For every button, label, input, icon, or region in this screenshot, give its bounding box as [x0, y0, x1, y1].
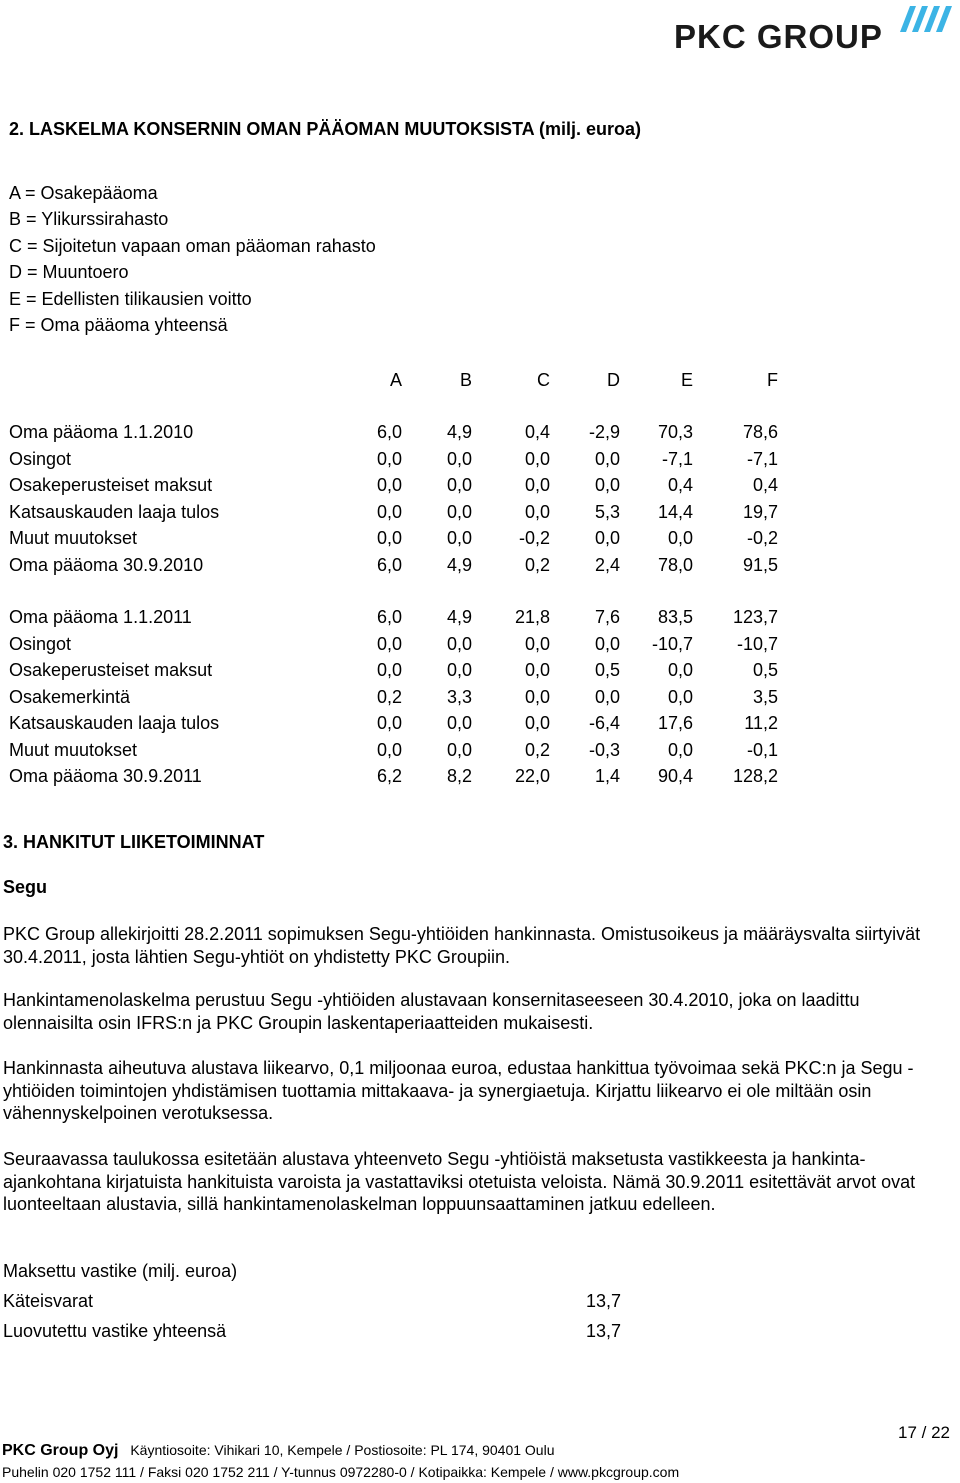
paragraph: PKC Group allekirjoitti 28.2.2011 sopimuksen Segu-yhtiöiden hankinnasta. Omistusoikeus ja määräysvalta siirtyivät 30.4.2011, josta lähtien Segu-yhtiöt on yhdistetty PKC Groupiin.	[3, 924, 921, 967]
section-3-title: 3. HANKITUT LIIKETOIMINNAT	[3, 832, 265, 852]
cell-b: 8,2	[446, 766, 472, 786]
page-number: 17 / 22	[898, 1423, 950, 1442]
table-row	[9, 419, 778, 446]
legend-item: A = Osakepääoma	[9, 183, 158, 203]
paragraph: Hankinnasta aiheutuva alustava liikearvo, 0,1 miljoonaa euroa, edustaa hankittua työvoimaa sekä PKC:n ja Segu -yhtiöiden toimintojen yhdistämisen tuottamia mittakaava- ja synergiaetuja. Kirjattu liikearvo ei ole miltään osin vähennyskelpoinen verotuksessa.	[3, 1058, 914, 1123]
cell-a: 0,0	[376, 475, 402, 495]
cell-a: 0,0	[376, 713, 402, 733]
cell-f: 0,4	[752, 475, 778, 495]
row-label: Muut muutokset	[9, 739, 138, 760]
cell-a: 0,0	[376, 448, 402, 469]
legend-item: E = Edellisten tilikausien voitto	[9, 288, 252, 309]
column-header-row	[9, 367, 778, 394]
row-label: Osingot	[9, 633, 72, 654]
cell-b: 4,9	[446, 422, 472, 442]
section-3-subtitle: Segu	[3, 877, 48, 897]
cell-b: 0,0	[446, 475, 472, 495]
cell-b: 0,0	[446, 713, 472, 733]
cell-f: 19,7	[742, 501, 778, 522]
section-2-title: 2. LASKELMA KONSERNIN OMAN PÄÄOMAN MUUTOKSISTA (milj. euroa)	[9, 119, 642, 139]
cell-a: 0,0	[376, 633, 402, 654]
table-row	[9, 525, 778, 552]
cell-a: 0,0	[376, 528, 402, 548]
cell-a: 0,2	[376, 686, 402, 707]
table-row	[9, 552, 778, 579]
table-row	[9, 737, 778, 764]
table-row	[9, 631, 778, 658]
cell-f: -7,1	[746, 448, 778, 469]
cell-b: 0,0	[446, 739, 472, 760]
consideration-table	[3, 1287, 621, 1346]
equity-table-2011	[9, 604, 778, 790]
cell-b: 0,0	[446, 528, 472, 548]
row-label: Muut muutokset	[9, 528, 138, 548]
column-header: A	[389, 370, 402, 390]
table-row	[3, 1317, 621, 1347]
row-value: 13,7	[585, 1320, 621, 1341]
cell-e: 70,3	[657, 422, 693, 442]
table-row	[9, 472, 778, 499]
cell-d: 0,5	[594, 660, 620, 680]
pkc-slash-mark-icon	[892, 6, 954, 32]
cell-e: 17,6	[657, 713, 693, 733]
cell-d: 0,0	[594, 528, 620, 548]
row-label: Oma pääoma 1.1.2010	[9, 422, 194, 442]
cell-f: 128,2	[732, 766, 778, 786]
footer-company: PKC Group Oyj	[2, 1442, 119, 1459]
cell-d: 0,0	[594, 633, 620, 654]
cell-d: 2,4	[594, 554, 620, 575]
cell-f: 91,5	[742, 554, 778, 575]
table-row	[9, 710, 778, 737]
cell-c: 21,8	[514, 607, 550, 627]
cell-a: 0,0	[376, 501, 402, 522]
cell-f: 0,5	[752, 660, 778, 680]
footer-line-1	[2, 1442, 555, 1460]
cell-f: 78,6	[742, 422, 778, 442]
consideration-heading: Maksettu vastike (milj. euroa)	[3, 1261, 238, 1281]
cell-e: 78,0	[657, 554, 693, 575]
cell-c: -0,2	[518, 528, 550, 548]
column-header: E	[680, 370, 693, 390]
cell-e: 0,0	[667, 660, 693, 680]
cell-f: 3,5	[752, 686, 778, 707]
cell-a: 0,0	[376, 660, 402, 680]
cell-b: 0,0	[446, 660, 472, 680]
row-label: Oma pääoma 1.1.2011	[9, 607, 192, 627]
cell-e: 0,0	[667, 528, 693, 548]
cell-e: 83,5	[657, 607, 693, 627]
table-row	[9, 684, 778, 711]
cell-e: 90,4	[657, 766, 693, 786]
footer-line-2: Puhelin 020 1752 111 / Faksi 020 1752 211 / Y-tunnus 0972280-0 / Kotipaikka: Kempele / www.pkcgroup.com	[2, 1464, 680, 1480]
column-header: C	[537, 370, 550, 390]
column-header: B	[459, 370, 472, 390]
row-label: Katsauskauden laaja tulos	[9, 501, 220, 522]
cell-e: 0,4	[667, 475, 693, 495]
cell-d: -2,9	[588, 422, 620, 442]
cell-d: 0,0	[594, 475, 620, 495]
cell-a: 6,0	[376, 554, 402, 575]
table-row	[9, 763, 778, 790]
row-label: Oma pääoma 30.9.2011	[9, 766, 202, 786]
cell-f: 123,7	[732, 607, 778, 627]
table-row	[9, 446, 778, 473]
cell-d: 0,0	[594, 448, 620, 469]
cell-e: 0,0	[667, 739, 693, 760]
cell-b: 3,3	[446, 686, 472, 707]
logo-text: PKC GROUP	[674, 18, 883, 55]
cell-e: -7,1	[661, 448, 693, 469]
cell-c: 0,0	[524, 686, 550, 707]
cell-c: 0,0	[524, 660, 550, 680]
cell-d: -6,4	[588, 713, 620, 733]
row-label: Luovutettu vastike yhteensä	[3, 1320, 227, 1341]
cell-b: 4,9	[446, 554, 472, 575]
cell-c: 22,0	[514, 766, 550, 786]
legend-item: D = Muuntoero	[9, 262, 129, 283]
cell-e: -10,7	[651, 633, 693, 654]
row-label: Osakeperusteiset maksut	[9, 475, 213, 495]
cell-c: 0,0	[524, 475, 550, 495]
row-value: 13,7	[585, 1291, 621, 1312]
legend-item: C = Sijoitetun vapaan oman pääoman rahasto	[9, 235, 376, 256]
column-legend	[9, 180, 376, 338]
row-label: Osakeperusteiset maksut	[9, 660, 213, 680]
cell-f: -0,2	[746, 528, 778, 548]
cell-c: 0,2	[524, 739, 550, 760]
cell-b: 0,0	[446, 633, 472, 654]
cell-a: 0,0	[376, 739, 402, 760]
cell-f: -10,7	[736, 633, 778, 654]
cell-a: 6,0	[376, 607, 402, 627]
column-header: D	[607, 370, 620, 390]
row-label: Osakemerkintä	[9, 686, 131, 707]
footer-address: Käyntiosoite: Vihikari 10, Kempele / Postiosoite: PL 174, 90401 Oulu	[130, 1442, 555, 1458]
cell-b: 0,0	[446, 501, 472, 522]
cell-c: 0,0	[524, 713, 550, 733]
cell-d: 7,6	[594, 607, 620, 627]
table-row	[9, 657, 778, 684]
paragraph: Seuraavassa taulukossa esitetään alustava yhteenveto Segu -yhtiöistä maksetusta vastikkeesta ja hankinta-ajankohtana kirjatuista hankituista varoista ja vastattaviksi otetuista veloista. Nämä 30.9.2011 esitettävät arvot ovat luonteeltaan alustavia, sillä hankintamenolaskelman loppuunsaattaminen jatkuu edelleen.	[3, 1149, 916, 1214]
cell-d: 0,0	[594, 686, 620, 707]
table-row	[9, 604, 778, 631]
cell-c: 0,4	[524, 422, 550, 442]
pkc-group-logo	[674, 4, 954, 56]
cell-c: 0,0	[524, 501, 550, 522]
table-row	[9, 499, 778, 526]
table-row	[3, 1287, 621, 1317]
cell-f: 11,2	[744, 713, 778, 733]
cell-c: 0,0	[524, 448, 550, 469]
paragraph: Hankintamenolaskelma perustuu Segu -yhtiöiden alustavaan konsernitaseeseen 30.4.2010, joka on laadittu olennaisilta osin IFRS:n ja PKC Groupin laskentaperiaatteiden mukaisesti.	[3, 990, 860, 1033]
cell-e: 0,0	[667, 686, 693, 707]
cell-c: 0,0	[524, 633, 550, 654]
cell-d: 1,4	[594, 766, 620, 786]
row-label: Käteisvarat	[3, 1291, 94, 1312]
equity-table-2010	[9, 419, 778, 578]
legend-item: B = Ylikurssirahasto	[9, 209, 169, 230]
row-label: Katsauskauden laaja tulos	[9, 713, 220, 733]
cell-c: 0,2	[524, 554, 550, 575]
row-label: Oma pääoma 30.9.2010	[9, 554, 204, 575]
cell-a: 6,0	[376, 422, 402, 442]
cell-e: 14,4	[657, 501, 693, 522]
cell-f: -0,1	[746, 739, 778, 760]
column-header: F	[767, 370, 778, 390]
legend-item: F = Oma pääoma yhteensä	[9, 315, 228, 336]
cell-b: 4,9	[446, 607, 472, 627]
cell-a: 6,2	[376, 766, 402, 786]
row-label: Osingot	[9, 448, 72, 469]
cell-b: 0,0	[446, 448, 472, 469]
cell-d: -0,3	[588, 739, 620, 760]
cell-d: 5,3	[594, 501, 620, 522]
